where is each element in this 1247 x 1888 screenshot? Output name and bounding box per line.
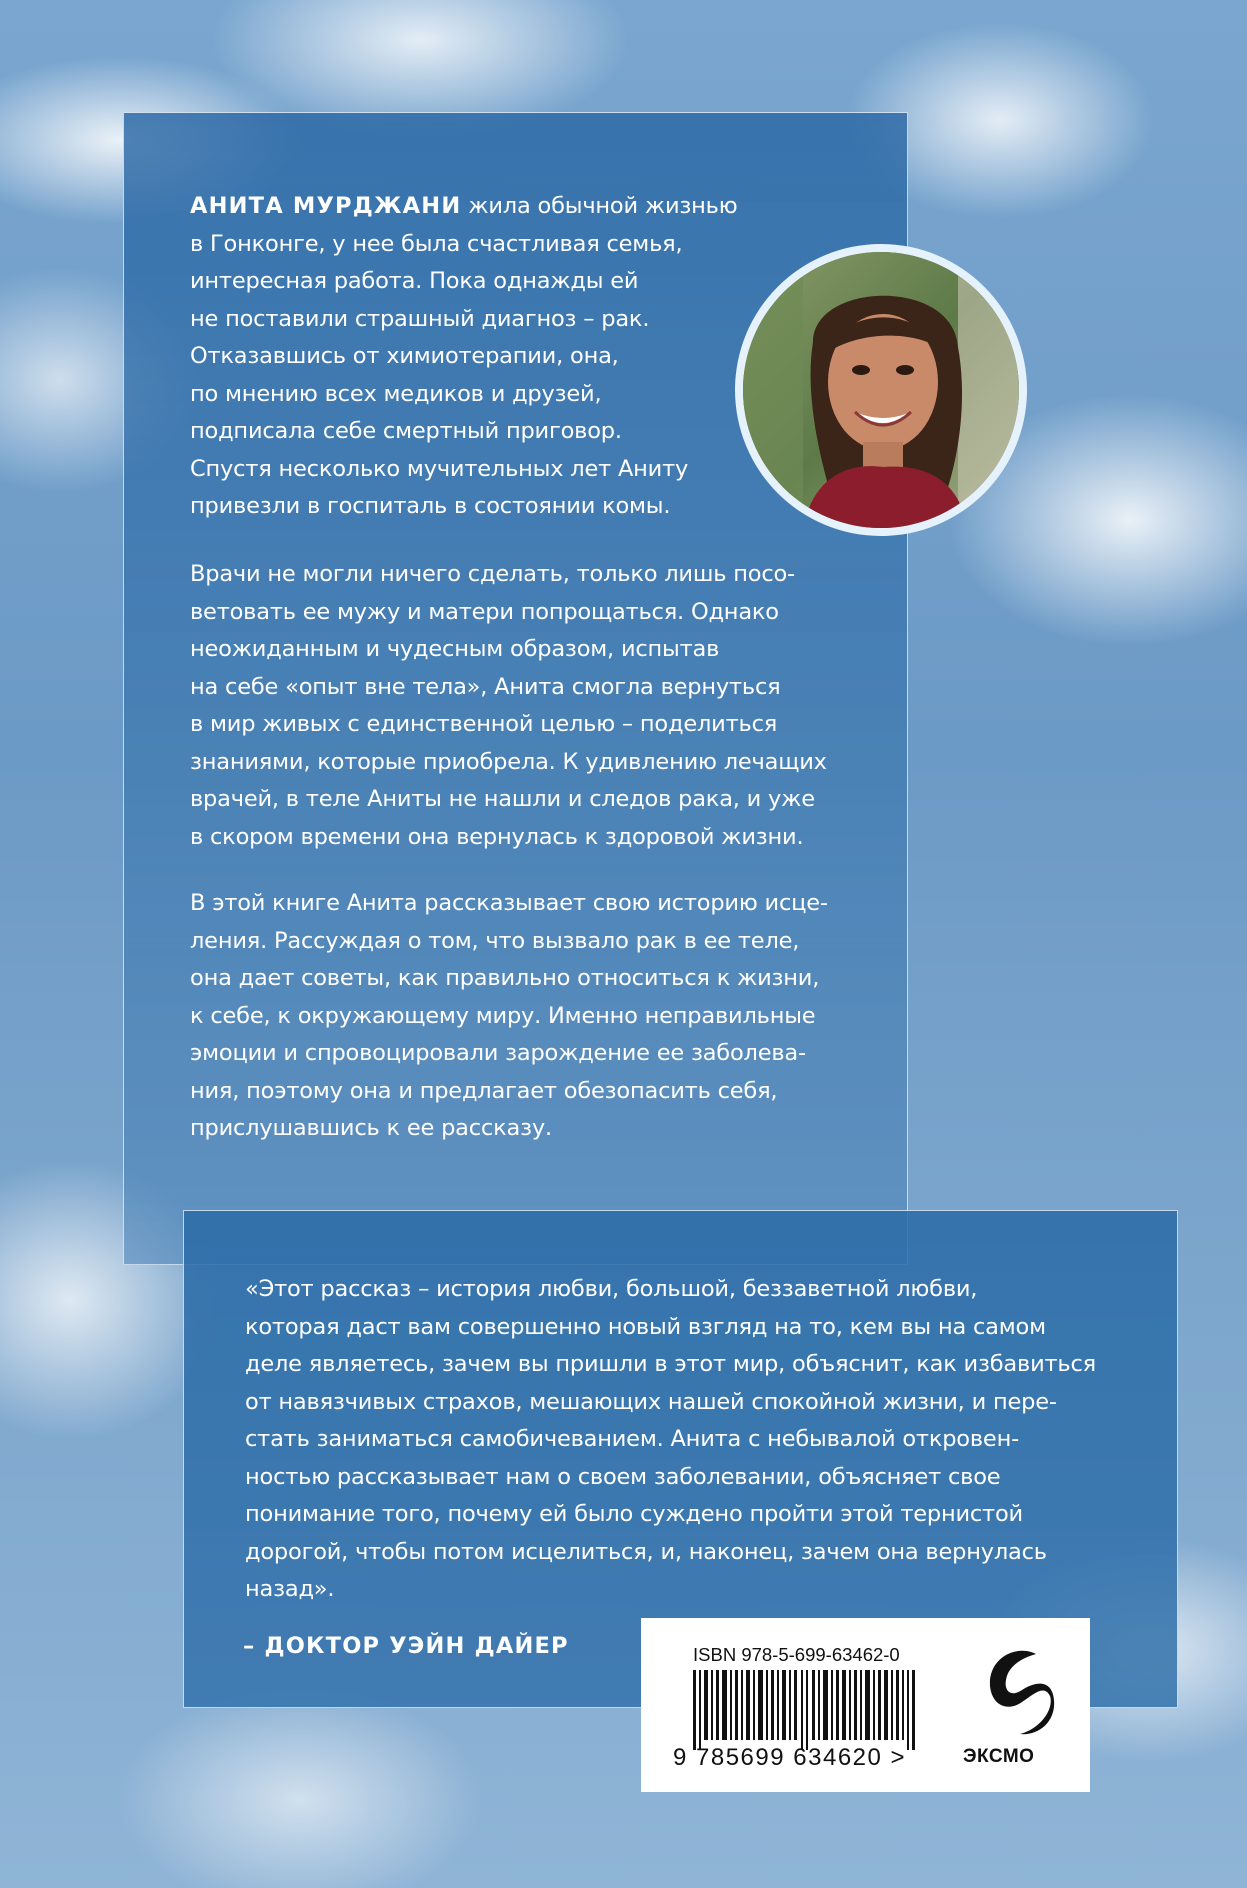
barcode-digits: 9 785699 634620 > bbox=[673, 1744, 907, 1771]
author-name: АНИТА МУРДЖАНИ bbox=[190, 193, 462, 219]
author-portrait bbox=[743, 252, 1019, 528]
barcode-panel bbox=[641, 1618, 1090, 1792]
review-quote: «Этот рассказ – история любви, большой, беззаветной любви, которая даст вам совершенно новый взгляд на то, кем вы на самом деле являетесь, зачем вы пришли в этот мир, объяснит, как избавиться от навязчивых страхов, мешающих нашей спокойной жизни, и пере- стать заниматься самобичеванием. Анита с небывалой откровен- ностью рассказывает нам о своем заболевании, объясняет свое понимание того, почему ей было суждено пройти этой тернистой дорогой, чтобы потом исцелиться, и, наконец, зачем она вернулась назад». bbox=[245, 1276, 1096, 1602]
eksmo-logo-icon bbox=[978, 1644, 1058, 1740]
intro-paragraph bbox=[190, 188, 790, 526]
barcode-icon bbox=[691, 1670, 931, 1750]
book-summary-paragraph: В этой книге Анита рассказывает свою историю исце- ления. Рассуждая о том, что вызвало рак в ее теле, она дает советы, как правильно относиться к жизни, к себе, к окружающему миру. Именно неправильные эмоции и спровоцировали зарождение ее заболева- ния, поэтому она и предлагает обезопасить себя, прислушавшись к ее рассказу. bbox=[190, 890, 828, 1141]
intro-text: жила обычной жизнью в Гонконге, у нее была счастливая семья, интересная работа. Пока однажды ей не поставили страшный диагноз – рак. Отказавшись от химиотерапии, она, по мнению всех медиков и друзей, подписала себе смертный приговор. Спустя несколько мучительных лет Аниту привезли в госпиталь в состоянии комы. bbox=[190, 193, 738, 519]
quote-attribution: – ДОКТОР УЭЙН ДАЙЕР bbox=[243, 1633, 569, 1659]
story-paragraph: Врачи не могли ничего сделать, только лишь посо- ветовать ее мужу и матери попрощаться. Однако неожиданным и чудесным образом, испытав на себе «опыт вне тела», Анита смогла вернуться в мир живых с единственной целью – поделиться знаниями, которые приобрела. К удивлению лечащих врачей, в теле Аниты не нашли и следов рака, и уже в скором времени она вернулась к здоровой жизни. bbox=[190, 561, 827, 850]
author-portrait-frame bbox=[735, 244, 1027, 536]
publisher-name: ЭКСМО bbox=[963, 1746, 1035, 1767]
isbn-label: ISBN 978-5-699-63462-0 bbox=[693, 1644, 900, 1665]
